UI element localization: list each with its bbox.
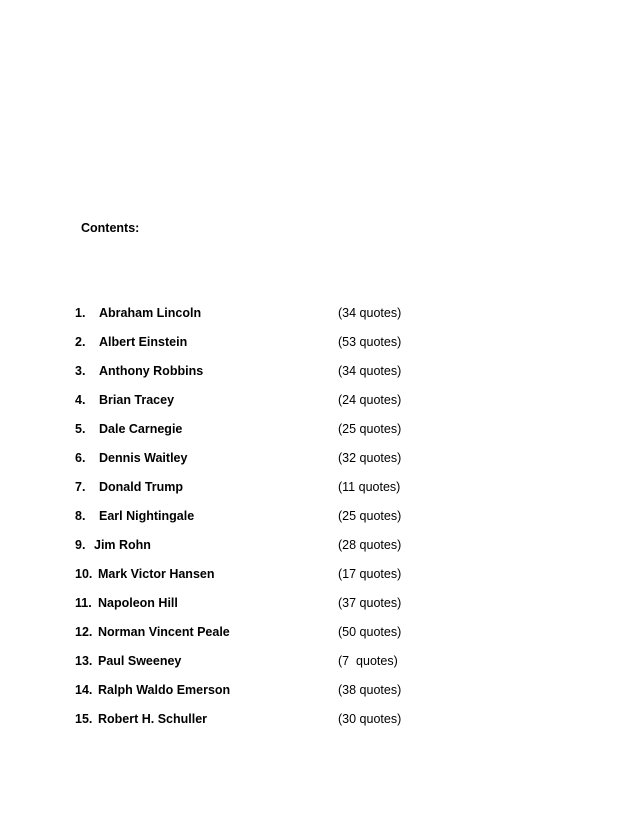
entry-quote-count: (25 quotes) xyxy=(338,422,402,436)
entry-number: 12. xyxy=(75,625,93,639)
entry-name: Jim Rohn xyxy=(94,538,151,552)
entry-quote-count: (11 quotes) xyxy=(338,480,401,494)
contents-entry xyxy=(75,422,435,451)
entry-quote-count: (34 quotes) xyxy=(338,306,402,320)
entry-name: Dennis Waitley xyxy=(99,451,188,465)
entry-name: Napoleon Hill xyxy=(98,596,178,610)
contents-entry xyxy=(75,683,435,712)
contents-heading: Contents: xyxy=(81,221,140,235)
entry-quote-count: (50 quotes) xyxy=(338,625,402,639)
contents-entry xyxy=(75,509,435,538)
entry-name: Norman Vincent Peale xyxy=(98,625,230,639)
entry-number: 15. xyxy=(75,712,93,726)
entry-name: Brian Tracey xyxy=(99,393,175,407)
entry-name: Robert H. Schuller xyxy=(98,712,208,726)
entry-number: 3. xyxy=(75,364,86,378)
entry-name: Anthony Robbins xyxy=(99,364,204,378)
entry-quote-count: (17 quotes) xyxy=(338,567,402,581)
entry-quote-count: (7 quotes) xyxy=(338,654,398,668)
entry-quote-count: (28 quotes) xyxy=(338,538,402,552)
entry-quote-count: (32 quotes) xyxy=(338,451,402,465)
entry-number: 6. xyxy=(75,451,86,465)
entry-quote-count: (24 quotes) xyxy=(338,393,402,407)
contents-list xyxy=(75,306,435,741)
contents-entry xyxy=(75,480,435,509)
entry-quote-count: (38 quotes) xyxy=(338,683,402,697)
entry-name: Ralph Waldo Emerson xyxy=(98,683,231,697)
contents-entry xyxy=(75,306,435,335)
entry-quote-count: (30 quotes) xyxy=(338,712,402,726)
entry-number: 9. xyxy=(75,538,86,552)
entry-quote-count: (37 quotes) xyxy=(338,596,402,610)
contents-entry xyxy=(75,335,435,364)
entry-name: Paul Sweeney xyxy=(98,654,182,668)
contents-entry xyxy=(75,451,435,480)
entry-name: Donald Trump xyxy=(99,480,184,494)
contents-entry xyxy=(75,654,435,683)
entry-quote-count: (25 quotes) xyxy=(338,509,402,523)
entry-number: 10. xyxy=(75,567,93,581)
contents-entry xyxy=(75,393,435,422)
contents-entry xyxy=(75,567,435,596)
entry-name: Earl Nightingale xyxy=(99,509,195,523)
entry-quote-count: (53 quotes) xyxy=(338,335,402,349)
contents-entry xyxy=(75,538,435,567)
contents-entry xyxy=(75,625,435,654)
entry-number: 4. xyxy=(75,393,86,407)
contents-entry xyxy=(75,364,435,393)
entry-number: 7. xyxy=(75,480,86,494)
entry-number: 8. xyxy=(75,509,86,523)
entry-number: 14. xyxy=(75,683,93,697)
entry-name: Abraham Lincoln xyxy=(99,306,202,320)
entry-number: 2. xyxy=(75,335,86,349)
entry-name: Mark Victor Hansen xyxy=(98,567,215,581)
entry-quote-count: (34 quotes) xyxy=(338,364,402,378)
entry-number: 1. xyxy=(75,306,86,320)
entry-name: Dale Carnegie xyxy=(99,422,183,436)
contents-entry xyxy=(75,712,435,741)
contents-entry xyxy=(75,596,435,625)
entry-number: 11. xyxy=(75,596,92,610)
entry-name: Albert Einstein xyxy=(99,335,188,349)
entry-number: 5. xyxy=(75,422,86,436)
entry-number: 13. xyxy=(75,654,93,668)
